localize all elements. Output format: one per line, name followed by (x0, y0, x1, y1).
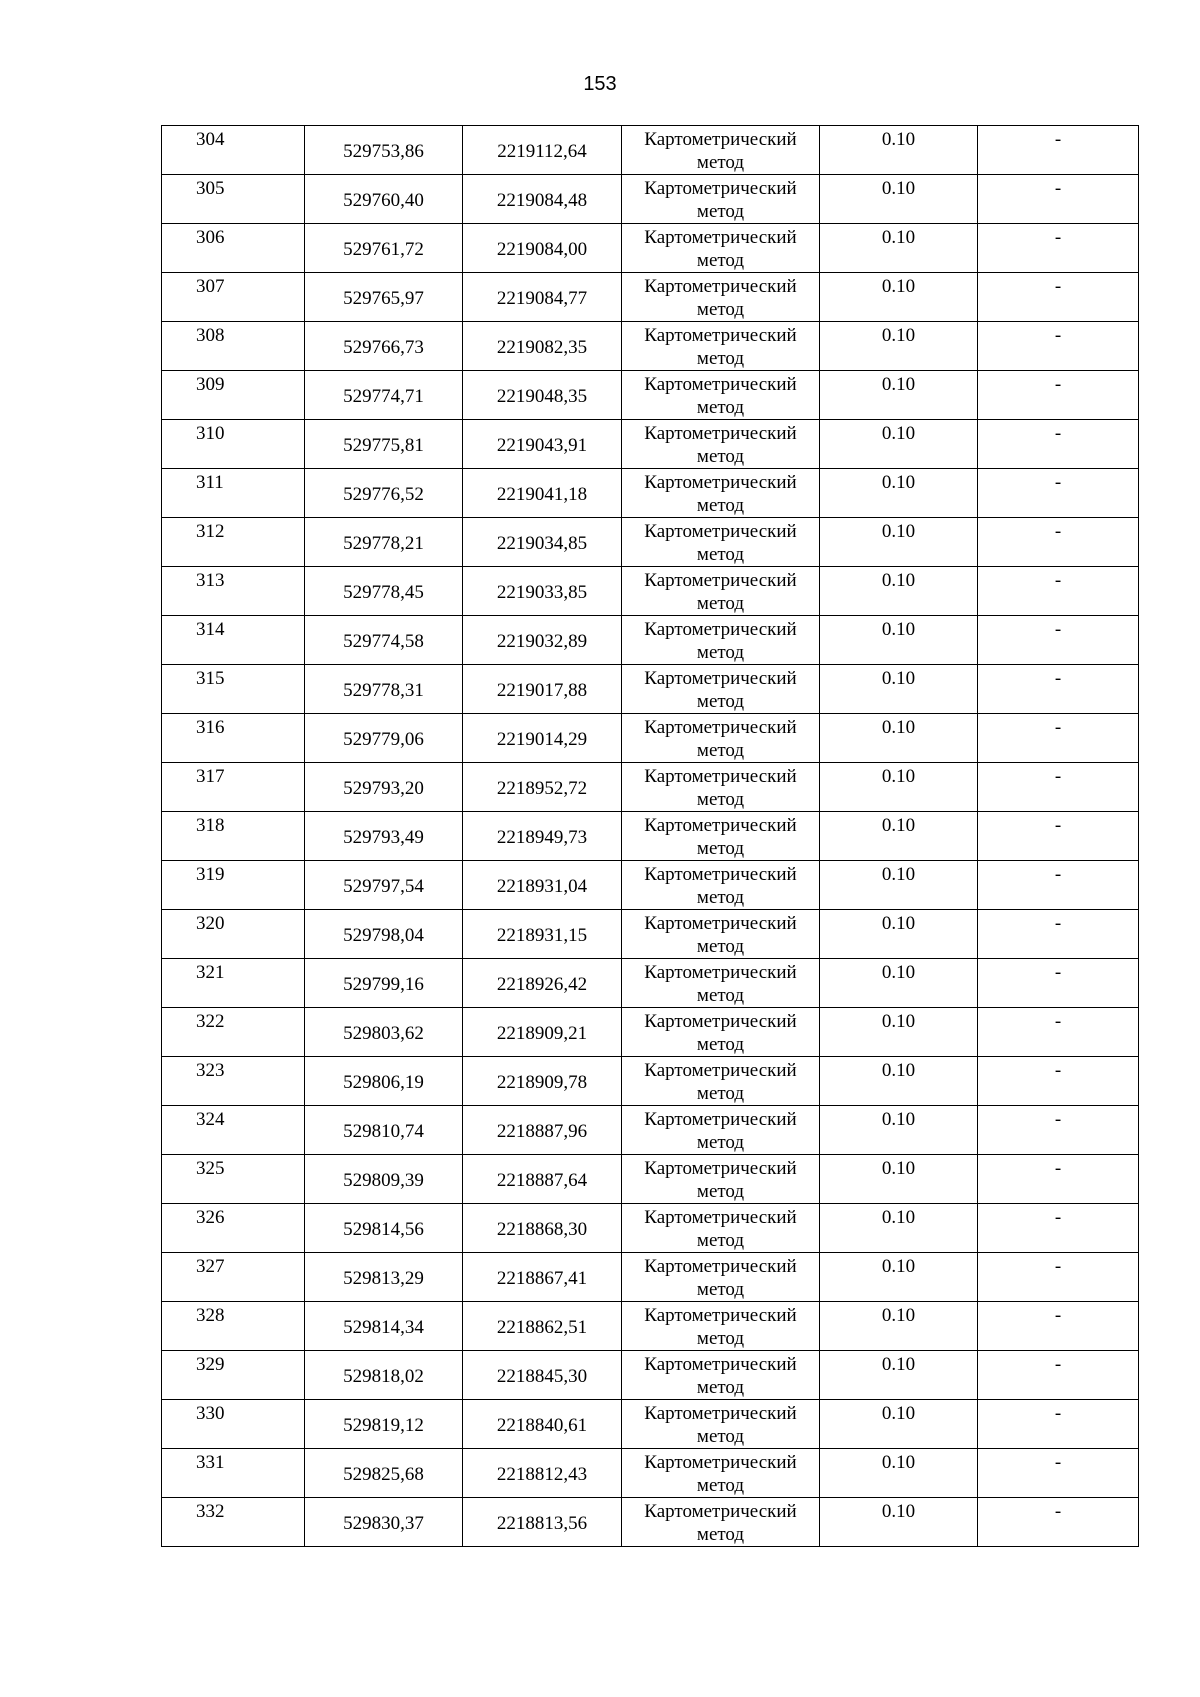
method-line-1: Картометрический (644, 227, 797, 248)
point-number-cell: 320 (162, 910, 305, 959)
point-number-cell: 318 (162, 812, 305, 861)
method-line-2: метод (696, 544, 745, 565)
description-cell: - (978, 518, 1139, 567)
description-cell: - (978, 1449, 1139, 1498)
description-cell: - (978, 371, 1139, 420)
page-number: 153 (583, 73, 617, 95)
method-line-1: Картометрический (644, 1207, 797, 1228)
method-line-1: Картометрический (644, 766, 797, 787)
y-coordinate-cell: 2219082,35 (463, 322, 622, 371)
description-cell: - (978, 1400, 1139, 1449)
description-cell: - (978, 1057, 1139, 1106)
method-cell (622, 469, 820, 518)
method-cell (622, 518, 820, 567)
y-coordinate-cell: 2218952,72 (463, 763, 622, 812)
accuracy-cell: 0.10 (820, 175, 978, 224)
accuracy-cell: 0.10 (820, 1498, 978, 1547)
description-cell: - (978, 910, 1139, 959)
accuracy-cell: 0.10 (820, 1302, 978, 1351)
y-coordinate-cell: 2218845,30 (463, 1351, 622, 1400)
method-line-2: метод (696, 348, 745, 369)
accuracy-cell: 0.10 (820, 322, 978, 371)
table-row (162, 469, 1139, 518)
method-line-1: Картометрический (644, 1011, 797, 1032)
method-cell (622, 126, 820, 175)
method-line-2: метод (696, 201, 745, 222)
method-line-1: Картометрический (644, 570, 797, 591)
accuracy-cell: 0.10 (820, 1449, 978, 1498)
table-row (162, 273, 1139, 322)
description-cell: - (978, 959, 1139, 1008)
method-cell (622, 1498, 820, 1547)
method-line-1: Картометрический (644, 913, 797, 934)
method-line-2: метод (696, 495, 745, 516)
description-cell: - (978, 469, 1139, 518)
accuracy-cell: 0.10 (820, 1106, 978, 1155)
accuracy-cell: 0.10 (820, 861, 978, 910)
method-cell (622, 224, 820, 273)
description-cell: - (978, 420, 1139, 469)
accuracy-cell: 0.10 (820, 1008, 978, 1057)
method-cell (622, 714, 820, 763)
method-cell (622, 959, 820, 1008)
method-line-2: метод (696, 1524, 745, 1545)
method-cell (622, 175, 820, 224)
description-cell: - (978, 1204, 1139, 1253)
point-number-cell: 328 (162, 1302, 305, 1351)
accuracy-cell: 0.10 (820, 1253, 978, 1302)
description-cell: - (978, 1253, 1139, 1302)
table-row (162, 420, 1139, 469)
accuracy-cell: 0.10 (820, 714, 978, 763)
point-number-cell: 322 (162, 1008, 305, 1057)
table-row (162, 1498, 1139, 1547)
description-cell: - (978, 175, 1139, 224)
table-row (162, 1351, 1139, 1400)
method-cell (622, 567, 820, 616)
method-cell (622, 1302, 820, 1351)
point-number-cell: 329 (162, 1351, 305, 1400)
y-coordinate-cell: 2219014,29 (463, 714, 622, 763)
table-row (162, 224, 1139, 273)
method-cell (622, 1057, 820, 1106)
method-cell (622, 1155, 820, 1204)
method-line-1: Картометрический (644, 864, 797, 885)
y-coordinate-cell: 2219084,48 (463, 175, 622, 224)
x-coordinate-cell: 529793,20 (305, 763, 463, 812)
point-number-cell: 314 (162, 616, 305, 665)
method-line-1: Картометрический (644, 668, 797, 689)
y-coordinate-cell: 2219034,85 (463, 518, 622, 567)
table-row (162, 1253, 1139, 1302)
method-cell (622, 420, 820, 469)
table-row (162, 959, 1139, 1008)
description-cell: - (978, 1155, 1139, 1204)
y-coordinate-cell: 2218909,21 (463, 1008, 622, 1057)
method-line-1: Картометрический (644, 1158, 797, 1179)
table-row (162, 1155, 1139, 1204)
y-coordinate-cell: 2219084,00 (463, 224, 622, 273)
table-row (162, 371, 1139, 420)
method-line-1: Картометрический (644, 423, 797, 444)
method-line-2: метод (696, 691, 745, 712)
accuracy-cell: 0.10 (820, 1351, 978, 1400)
x-coordinate-cell: 529819,12 (305, 1400, 463, 1449)
x-coordinate-cell: 529778,21 (305, 518, 463, 567)
method-line-1: Картометрический (644, 717, 797, 738)
point-number-cell: 325 (162, 1155, 305, 1204)
method-line-2: метод (696, 250, 745, 271)
coordinates-table (161, 125, 1139, 1547)
x-coordinate-cell: 529761,72 (305, 224, 463, 273)
method-cell (622, 1351, 820, 1400)
method-line-2: метод (696, 1083, 745, 1104)
y-coordinate-cell: 2218887,64 (463, 1155, 622, 1204)
table-row (162, 763, 1139, 812)
x-coordinate-cell: 529793,49 (305, 812, 463, 861)
table-row (162, 1008, 1139, 1057)
method-line-2: метод (696, 1328, 745, 1349)
method-line-1: Картометрический (644, 178, 797, 199)
method-line-1: Картометрический (644, 962, 797, 983)
table-row (162, 1204, 1139, 1253)
table-row (162, 518, 1139, 567)
point-number-cell: 304 (162, 126, 305, 175)
accuracy-cell: 0.10 (820, 469, 978, 518)
method-line-2: метод (696, 1034, 745, 1055)
accuracy-cell: 0.10 (820, 1155, 978, 1204)
table-row (162, 861, 1139, 910)
description-cell: - (978, 1008, 1139, 1057)
description-cell: - (978, 126, 1139, 175)
y-coordinate-cell: 2219033,85 (463, 567, 622, 616)
method-line-2: метод (696, 1279, 745, 1300)
table-body (162, 126, 1139, 1547)
method-line-2: метод (696, 936, 745, 957)
method-cell (622, 1204, 820, 1253)
point-number-cell: 313 (162, 567, 305, 616)
x-coordinate-cell: 529776,52 (305, 469, 463, 518)
x-coordinate-cell: 529806,19 (305, 1057, 463, 1106)
x-coordinate-cell: 529813,29 (305, 1253, 463, 1302)
method-line-1: Картометрический (644, 325, 797, 346)
table-row (162, 1400, 1139, 1449)
y-coordinate-cell: 2218926,42 (463, 959, 622, 1008)
y-coordinate-cell: 2218887,96 (463, 1106, 622, 1155)
point-number-cell: 316 (162, 714, 305, 763)
x-coordinate-cell: 529814,56 (305, 1204, 463, 1253)
method-line-1: Картометрический (644, 276, 797, 297)
method-cell (622, 1400, 820, 1449)
method-cell (622, 861, 820, 910)
y-coordinate-cell: 2218813,56 (463, 1498, 622, 1547)
description-cell: - (978, 861, 1139, 910)
y-coordinate-cell: 2218867,41 (463, 1253, 622, 1302)
method-cell (622, 371, 820, 420)
accuracy-cell: 0.10 (820, 224, 978, 273)
accuracy-cell: 0.10 (820, 518, 978, 567)
x-coordinate-cell: 529760,40 (305, 175, 463, 224)
table-row (162, 1057, 1139, 1106)
method-line-2: метод (696, 152, 745, 173)
point-number-cell: 315 (162, 665, 305, 714)
x-coordinate-cell: 529810,74 (305, 1106, 463, 1155)
y-coordinate-cell: 2219043,91 (463, 420, 622, 469)
accuracy-cell: 0.10 (820, 371, 978, 420)
method-cell (622, 1106, 820, 1155)
point-number-cell: 332 (162, 1498, 305, 1547)
x-coordinate-cell: 529798,04 (305, 910, 463, 959)
method-line-1: Картометрический (644, 1256, 797, 1277)
description-cell: - (978, 322, 1139, 371)
y-coordinate-cell: 2218931,15 (463, 910, 622, 959)
accuracy-cell: 0.10 (820, 126, 978, 175)
accuracy-cell: 0.10 (820, 616, 978, 665)
table-row (162, 665, 1139, 714)
method-line-2: метод (696, 887, 745, 908)
point-number-cell: 309 (162, 371, 305, 420)
method-line-2: метод (696, 789, 745, 810)
point-number-cell: 306 (162, 224, 305, 273)
x-coordinate-cell: 529809,39 (305, 1155, 463, 1204)
method-line-2: метод (696, 1475, 745, 1496)
method-line-2: метод (696, 1181, 745, 1202)
x-coordinate-cell: 529753,86 (305, 126, 463, 175)
method-cell (622, 1008, 820, 1057)
y-coordinate-cell: 2219112,64 (463, 126, 622, 175)
y-coordinate-cell: 2218909,78 (463, 1057, 622, 1106)
accuracy-cell: 0.10 (820, 763, 978, 812)
description-cell: - (978, 224, 1139, 273)
method-cell (622, 910, 820, 959)
x-coordinate-cell: 529797,54 (305, 861, 463, 910)
table-row (162, 567, 1139, 616)
description-cell: - (978, 616, 1139, 665)
method-line-1: Картометрический (644, 1305, 797, 1326)
description-cell: - (978, 665, 1139, 714)
point-number-cell: 311 (162, 469, 305, 518)
point-number-cell: 327 (162, 1253, 305, 1302)
point-number-cell: 305 (162, 175, 305, 224)
method-line-2: метод (696, 397, 745, 418)
x-coordinate-cell: 529830,37 (305, 1498, 463, 1547)
method-line-1: Картометрический (644, 472, 797, 493)
method-line-1: Картометрический (644, 1452, 797, 1473)
method-cell (622, 1449, 820, 1498)
point-number-cell: 312 (162, 518, 305, 567)
table-row (162, 322, 1139, 371)
x-coordinate-cell: 529774,58 (305, 616, 463, 665)
x-coordinate-cell: 529825,68 (305, 1449, 463, 1498)
accuracy-cell: 0.10 (820, 910, 978, 959)
point-number-cell: 324 (162, 1106, 305, 1155)
accuracy-cell: 0.10 (820, 665, 978, 714)
accuracy-cell: 0.10 (820, 812, 978, 861)
x-coordinate-cell: 529765,97 (305, 273, 463, 322)
method-line-1: Картометрический (644, 619, 797, 640)
method-cell (622, 812, 820, 861)
table-row (162, 714, 1139, 763)
method-line-2: метод (696, 642, 745, 663)
table-row (162, 1106, 1139, 1155)
y-coordinate-cell: 2218840,61 (463, 1400, 622, 1449)
table-row (162, 616, 1139, 665)
point-number-cell: 330 (162, 1400, 305, 1449)
x-coordinate-cell: 529766,73 (305, 322, 463, 371)
x-coordinate-cell: 529775,81 (305, 420, 463, 469)
method-cell (622, 763, 820, 812)
method-line-2: метод (696, 593, 745, 614)
description-cell: - (978, 1302, 1139, 1351)
description-cell: - (978, 763, 1139, 812)
method-line-2: метод (696, 446, 745, 467)
table-row (162, 175, 1139, 224)
method-line-2: метод (696, 1132, 745, 1153)
accuracy-cell: 0.10 (820, 567, 978, 616)
y-coordinate-cell: 2219084,77 (463, 273, 622, 322)
method-line-1: Картометрический (644, 1060, 797, 1081)
point-number-cell: 321 (162, 959, 305, 1008)
point-number-cell: 331 (162, 1449, 305, 1498)
accuracy-cell: 0.10 (820, 959, 978, 1008)
y-coordinate-cell: 2219041,18 (463, 469, 622, 518)
y-coordinate-cell: 2218949,73 (463, 812, 622, 861)
table-row (162, 812, 1139, 861)
table-row (162, 910, 1139, 959)
y-coordinate-cell: 2219017,88 (463, 665, 622, 714)
method-line-1: Картометрический (644, 1501, 797, 1522)
x-coordinate-cell: 529774,71 (305, 371, 463, 420)
description-cell: - (978, 1106, 1139, 1155)
description-cell: - (978, 714, 1139, 763)
method-line-2: метод (696, 1230, 745, 1251)
table-row (162, 1302, 1139, 1351)
description-cell: - (978, 1498, 1139, 1547)
accuracy-cell: 0.10 (820, 273, 978, 322)
accuracy-cell: 0.10 (820, 1400, 978, 1449)
table-row (162, 126, 1139, 175)
accuracy-cell: 0.10 (820, 1057, 978, 1106)
method-cell (622, 1253, 820, 1302)
method-line-1: Картометрический (644, 129, 797, 150)
method-cell (622, 616, 820, 665)
method-line-1: Картометрический (644, 1403, 797, 1424)
table-row (162, 1449, 1139, 1498)
method-line-1: Картометрический (644, 374, 797, 395)
x-coordinate-cell: 529778,45 (305, 567, 463, 616)
accuracy-cell: 0.10 (820, 1204, 978, 1253)
point-number-cell: 317 (162, 763, 305, 812)
point-number-cell: 319 (162, 861, 305, 910)
description-cell: - (978, 1351, 1139, 1400)
x-coordinate-cell: 529818,02 (305, 1351, 463, 1400)
description-cell: - (978, 567, 1139, 616)
method-line-2: метод (696, 299, 745, 320)
method-line-1: Картометрический (644, 815, 797, 836)
y-coordinate-cell: 2219032,89 (463, 616, 622, 665)
y-coordinate-cell: 2218812,43 (463, 1449, 622, 1498)
x-coordinate-cell: 529799,16 (305, 959, 463, 1008)
y-coordinate-cell: 2218862,51 (463, 1302, 622, 1351)
method-line-2: метод (696, 1377, 745, 1398)
y-coordinate-cell: 2219048,35 (463, 371, 622, 420)
y-coordinate-cell: 2218931,04 (463, 861, 622, 910)
point-number-cell: 307 (162, 273, 305, 322)
method-cell (622, 665, 820, 714)
point-number-cell: 323 (162, 1057, 305, 1106)
accuracy-cell: 0.10 (820, 420, 978, 469)
x-coordinate-cell: 529779,06 (305, 714, 463, 763)
x-coordinate-cell: 529778,31 (305, 665, 463, 714)
description-cell: - (978, 273, 1139, 322)
method-line-1: Картометрический (644, 521, 797, 542)
method-line-2: метод (696, 838, 745, 859)
method-line-2: метод (696, 985, 745, 1006)
method-line-1: Картометрический (644, 1354, 797, 1375)
method-cell (622, 273, 820, 322)
y-coordinate-cell: 2218868,30 (463, 1204, 622, 1253)
description-cell: - (978, 812, 1139, 861)
point-number-cell: 308 (162, 322, 305, 371)
method-line-2: метод (696, 1426, 745, 1447)
method-cell (622, 322, 820, 371)
x-coordinate-cell: 529803,62 (305, 1008, 463, 1057)
x-coordinate-cell: 529814,34 (305, 1302, 463, 1351)
point-number-cell: 326 (162, 1204, 305, 1253)
method-line-1: Картометрический (644, 1109, 797, 1130)
point-number-cell: 310 (162, 420, 305, 469)
method-line-2: метод (696, 740, 745, 761)
